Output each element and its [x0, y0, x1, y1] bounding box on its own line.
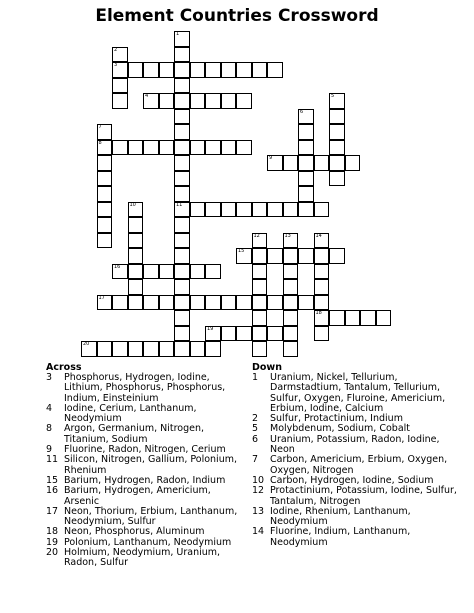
grid-cell[interactable] — [314, 155, 330, 171]
grid-cell[interactable] — [298, 295, 314, 311]
clue-num: 15 — [46, 474, 59, 486]
clue-num: 11 — [46, 454, 59, 466]
grid-cell[interactable] — [283, 155, 299, 171]
grid-cell[interactable] — [221, 326, 237, 342]
down-clue — [252, 507, 467, 528]
grid-cell[interactable] — [314, 310, 330, 326]
grid-cell[interactable] — [128, 62, 144, 78]
grid-cell[interactable] — [329, 140, 345, 156]
grid-cell[interactable] — [314, 202, 330, 218]
grid-cell[interactable] — [112, 264, 128, 280]
clue-text: Neon, Thorium, Erbium, Lanthanum, Neodymium, Sulfur — [64, 505, 238, 528]
grid-cell[interactable] — [267, 295, 283, 311]
clue-number: 19 — [207, 325, 214, 332]
grid-cell[interactable] — [97, 124, 113, 140]
clue-number: 1 — [176, 31, 180, 37]
clue-number: 10 — [129, 201, 136, 208]
clue-number: 15 — [238, 248, 245, 254]
clue-number: 13 — [284, 232, 291, 239]
clue-text: Fluorine, Indium, Lanthanum, Neodymium — [270, 526, 411, 548]
grid-cell[interactable] — [159, 341, 175, 357]
grid-cell[interactable] — [376, 310, 392, 326]
clue-text: Neon, Phosphorus, Aluminum — [64, 526, 205, 538]
clue-num: 16 — [46, 485, 59, 497]
clue-num: 10 — [252, 474, 265, 486]
grid-cell[interactable] — [314, 279, 330, 295]
grid-cell[interactable] — [174, 47, 190, 63]
grid-cell[interactable] — [143, 295, 159, 311]
clue-number: 14 — [315, 232, 322, 239]
clue-number: 9 — [269, 155, 273, 161]
grid-cell[interactable] — [190, 62, 206, 78]
clue-number: 20 — [83, 341, 90, 347]
grid-cell[interactable] — [128, 202, 144, 218]
grid-cell[interactable] — [128, 248, 144, 264]
clue-number: 16 — [114, 263, 121, 270]
grid-cell[interactable] — [174, 93, 190, 109]
grid-cell[interactable] — [329, 310, 345, 326]
grid-cell[interactable] — [283, 326, 299, 342]
grid-cell[interactable] — [205, 140, 221, 156]
grid-cell[interactable] — [143, 93, 159, 109]
grid-cell[interactable] — [329, 93, 345, 109]
clue-text: Carbon, Hydrogen, Iodine, Sodium — [270, 474, 434, 486]
grid-cell[interactable] — [267, 155, 283, 171]
clue-text: Fluorine, Radon, Nitrogen, Cerium — [64, 444, 226, 456]
grid-cell[interactable] — [221, 140, 237, 156]
across-clue — [46, 424, 246, 445]
grid-cell[interactable] — [97, 140, 113, 156]
across-clue — [46, 373, 246, 404]
clue-number: 6 — [300, 108, 304, 115]
clue-number: 17 — [98, 294, 105, 301]
down-clue — [252, 527, 467, 548]
clue-num: 17 — [46, 505, 59, 517]
clue-number: 7 — [98, 124, 102, 130]
across-clue — [46, 507, 246, 528]
grid-cell[interactable] — [298, 124, 314, 140]
grid-cell[interactable] — [174, 109, 190, 125]
grid-cell[interactable] — [252, 279, 268, 295]
down-clue — [252, 435, 467, 456]
grid-cell[interactable] — [174, 217, 190, 233]
page-title: Element Countries Crossword — [95, 6, 379, 26]
grid-cell[interactable] — [236, 295, 252, 311]
grid-cell[interactable] — [128, 140, 144, 156]
grid-cell[interactable] — [298, 171, 314, 187]
grid-cell[interactable] — [174, 279, 190, 295]
clue-num: 5 — [252, 423, 259, 435]
grid-cell[interactable] — [159, 295, 175, 311]
clue-text: Protactinium, Potassium, Iodine, Sulfur, Tantalum, Nitrogen — [270, 485, 457, 507]
clue-num: 14 — [252, 526, 265, 538]
across-clues — [46, 362, 246, 569]
clue-num: 9 — [46, 444, 53, 456]
grid-cell[interactable] — [174, 124, 190, 140]
grid-cell[interactable] — [298, 109, 314, 125]
clue-text: Uranium, Potassium, Radon, Iodine, Neon — [270, 433, 440, 456]
across-clue — [46, 548, 246, 569]
clue-text: Barium, Hydrogen, Radon, Indium — [64, 474, 226, 486]
grid-cell[interactable] — [221, 295, 237, 311]
clue-number: 3 — [114, 62, 118, 68]
clue-text: Molybdenum, Sodium, Cobalt — [270, 423, 410, 435]
grid-cell[interactable] — [314, 295, 330, 311]
grid-cell[interactable] — [252, 295, 268, 311]
grid-cell[interactable] — [283, 310, 299, 326]
grid-cell[interactable] — [174, 78, 190, 94]
clue-text: Argon, Germanium, Nitrogen, Titanium, Sodium — [64, 423, 205, 445]
grid-cell[interactable] — [174, 326, 190, 342]
grid-cell[interactable] — [190, 264, 206, 280]
clue-text: Iodine, Cerium, Lanthanum, Neodymium — [64, 402, 197, 425]
grid-cell[interactable] — [267, 248, 283, 264]
grid-cell[interactable] — [329, 155, 345, 171]
grid-cell[interactable] — [97, 341, 113, 357]
grid-cell[interactable] — [112, 140, 128, 156]
grid-cell[interactable] — [159, 93, 175, 109]
grid-cell[interactable] — [205, 326, 221, 342]
grid-cell[interactable] — [221, 62, 237, 78]
clue-text: Sulfur, Protactinium, Indium — [270, 413, 403, 425]
grid-cell[interactable] — [174, 31, 190, 47]
grid-cell[interactable] — [128, 341, 144, 357]
grid-cell[interactable] — [298, 140, 314, 156]
grid-cell[interactable] — [283, 248, 299, 264]
grid-cell[interactable] — [236, 202, 252, 218]
clue-num: 3 — [46, 372, 53, 383]
grid-cell[interactable] — [252, 341, 268, 357]
grid-cell[interactable] — [174, 140, 190, 156]
grid-cell[interactable] — [221, 202, 237, 218]
grid-cell[interactable] — [143, 341, 159, 357]
clue-number: 18 — [315, 310, 322, 316]
grid-cell[interactable] — [236, 62, 252, 78]
grid-cell[interactable] — [159, 140, 175, 156]
grid-cell[interactable] — [190, 202, 206, 218]
clue-num: 4 — [46, 402, 53, 414]
grid-cell[interactable] — [97, 155, 113, 171]
grid-cell[interactable] — [314, 233, 330, 249]
grid-cell[interactable] — [360, 310, 376, 326]
across-clue — [46, 455, 246, 476]
grid-cell[interactable] — [112, 47, 128, 63]
grid-cell[interactable] — [314, 264, 330, 280]
grid-cell[interactable] — [112, 295, 128, 311]
clue-number: 12 — [253, 232, 260, 239]
grid-cell[interactable] — [298, 248, 314, 264]
grid-cell[interactable] — [128, 295, 144, 311]
grid-cell[interactable] — [174, 295, 190, 311]
grid-cell[interactable] — [252, 264, 268, 280]
clue-text: Phosphorus, Hydrogen, Iodine, Lithium, Phosphorus, Phosphorus, Indium, Einsteinium — [64, 372, 226, 404]
grid-cell[interactable] — [174, 248, 190, 264]
grid-cell[interactable] — [221, 93, 237, 109]
grid-cell[interactable] — [283, 202, 299, 218]
grid-cell[interactable] — [283, 341, 299, 357]
grid-cell[interactable] — [267, 202, 283, 218]
clue-text: Polonium, Lanthanum, Neodymium — [64, 536, 232, 548]
clue-text: Holmium, Neodymium, Uranium, Radon, Sulfur — [64, 547, 221, 569]
clue-text: Carbon, Americium, Erbium, Oxygen, Oxygen, Nitrogen — [270, 454, 448, 476]
clue-number: 8 — [98, 139, 102, 146]
clue-num: 19 — [46, 536, 59, 548]
grid-cell[interactable] — [128, 264, 144, 280]
grid-cell[interactable] — [314, 248, 330, 264]
clue-num: 7 — [252, 454, 259, 466]
grid-cell[interactable] — [252, 202, 268, 218]
grid-cell[interactable] — [252, 233, 268, 249]
grid-cell[interactable] — [205, 62, 221, 78]
grid-cell[interactable] — [174, 62, 190, 78]
grid-cell[interactable] — [128, 279, 144, 295]
grid-cell[interactable] — [329, 248, 345, 264]
clue-text: Uranium, Nickel, Tellurium, Darmstadtium, Tantalum, Tellurium, Sulfur, Oxygen, Fluroine, Americium, Erbium, Iodine, Calcium — [270, 372, 446, 414]
grid-cell[interactable] — [298, 155, 314, 171]
grid-cell[interactable] — [143, 62, 159, 78]
grid-cell[interactable] — [174, 310, 190, 326]
grid-cell[interactable] — [236, 248, 252, 264]
grid-cell[interactable] — [190, 341, 206, 357]
grid-cell[interactable] — [97, 295, 113, 311]
grid-cell[interactable] — [205, 264, 221, 280]
grid-cell[interactable] — [81, 341, 97, 357]
clue-num: 12 — [252, 485, 265, 497]
grid-cell[interactable] — [345, 310, 361, 326]
grid-cell[interactable] — [252, 310, 268, 326]
clue-num: 1 — [252, 372, 259, 383]
grid-cell[interactable] — [314, 326, 330, 342]
clue-num: 2 — [252, 413, 259, 425]
down-clue — [252, 455, 467, 476]
grid-cell[interactable] — [283, 233, 299, 249]
grid-cell[interactable] — [128, 233, 144, 249]
grid-cell[interactable] — [205, 202, 221, 218]
across-clue — [46, 486, 246, 507]
grid-cell[interactable] — [159, 264, 175, 280]
clue-text: Silicon, Nitrogen, Gallium, Polonium, Rhenium — [64, 454, 237, 476]
grid-cell[interactable] — [190, 93, 206, 109]
grid-cell[interactable] — [112, 341, 128, 357]
grid-cell[interactable] — [236, 326, 252, 342]
clue-number: 4 — [145, 93, 149, 99]
grid-cell[interactable] — [298, 186, 314, 202]
grid-cell[interactable] — [143, 264, 159, 280]
grid-cell[interactable] — [252, 326, 268, 342]
grid-cell[interactable] — [143, 140, 159, 156]
clue-number: 5 — [331, 93, 335, 99]
grid-cell[interactable] — [283, 279, 299, 295]
clue-num: 13 — [252, 505, 265, 517]
grid-cell[interactable] — [252, 62, 268, 78]
grid-cell[interactable] — [112, 62, 128, 78]
down-clue — [252, 486, 467, 507]
clue-num: 8 — [46, 423, 53, 435]
across-clue — [46, 404, 246, 425]
grid-cell[interactable] — [128, 217, 144, 233]
grid-cell[interactable] — [329, 109, 345, 125]
grid-cell[interactable] — [252, 248, 268, 264]
down-heading: Down — [252, 362, 282, 373]
clue-number: 2 — [114, 46, 118, 53]
clue-text: Barium, Hydrogen, Americium, Arsenic — [64, 485, 211, 507]
grid-cell[interactable] — [190, 140, 206, 156]
grid-cell[interactable] — [174, 202, 190, 218]
grid-cell[interactable] — [283, 264, 299, 280]
grid-cell[interactable] — [298, 202, 314, 218]
grid-cell[interactable] — [112, 93, 128, 109]
grid-cell[interactable] — [97, 202, 113, 218]
grid-cell[interactable] — [174, 155, 190, 171]
grid-cell[interactable] — [174, 233, 190, 249]
grid-cell[interactable] — [205, 295, 221, 311]
grid-cell[interactable] — [205, 341, 221, 357]
grid-cell[interactable] — [174, 264, 190, 280]
grid-cell[interactable] — [267, 326, 283, 342]
grid-cell[interactable] — [329, 124, 345, 140]
grid-cell[interactable] — [112, 78, 128, 94]
grid-cell[interactable] — [174, 341, 190, 357]
clue-num: 18 — [46, 526, 59, 538]
grid-cell[interactable] — [97, 186, 113, 202]
down-clue — [252, 373, 467, 414]
clue-num: 20 — [46, 547, 59, 559]
grid-cell[interactable] — [329, 171, 345, 187]
across-heading: Across — [46, 362, 82, 373]
grid-cell[interactable] — [190, 295, 206, 311]
grid-cell[interactable] — [236, 140, 252, 156]
grid-cell[interactable] — [97, 233, 113, 249]
grid-cell[interactable] — [174, 186, 190, 202]
grid-cell[interactable] — [174, 171, 190, 187]
clue-text: Iodine, Rhenium, Lanthanum, Neodymium — [270, 505, 411, 528]
across-clue-list — [46, 373, 246, 569]
clue-num: 6 — [252, 433, 259, 445]
grid-cell[interactable] — [205, 93, 221, 109]
grid-cell[interactable] — [97, 171, 113, 187]
grid-cell[interactable] — [345, 155, 361, 171]
grid-cell[interactable] — [267, 62, 283, 78]
clue-number: 11 — [176, 201, 183, 208]
grid-cell[interactable] — [97, 217, 113, 233]
grid-cell[interactable] — [236, 93, 252, 109]
grid-cell[interactable] — [283, 295, 299, 311]
down-clue-list — [252, 373, 467, 548]
down-clues — [252, 362, 467, 548]
grid-cell[interactable] — [159, 62, 175, 78]
